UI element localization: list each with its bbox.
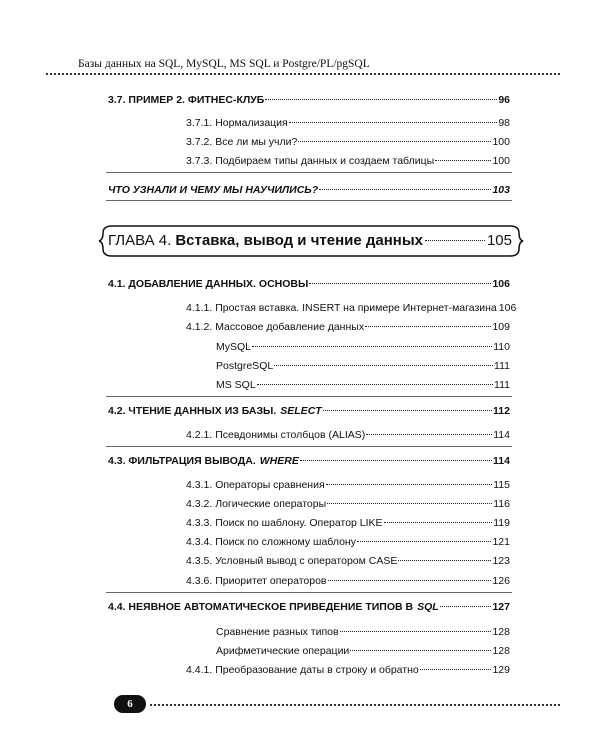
- section-separator: [106, 396, 512, 397]
- toc-entry-4-4[interactable]: [108, 601, 510, 613]
- toc-entry-page: 128: [492, 626, 510, 638]
- leader-dots: [366, 434, 492, 435]
- toc-entry-page: 128: [492, 645, 510, 657]
- toc-entry-title-emphasis: SELECT: [280, 405, 322, 417]
- toc-entry-title: 4.2. ЧТЕНИЕ ДАННЫХ ИЗ БАЗЫ.: [108, 405, 277, 417]
- toc-entry-title: 4.2.1. Псевдонимы столбцов (ALIAS): [186, 429, 366, 441]
- toc-entry-4-3-4[interactable]: [186, 536, 510, 548]
- toc-entry-4-3-2[interactable]: [186, 498, 510, 510]
- leader-dots: [289, 122, 498, 123]
- toc-entry-page: 127: [492, 601, 510, 613]
- toc-entry-mssql[interactable]: [216, 379, 510, 391]
- toc-entry-page: 121: [492, 536, 510, 548]
- leader-dots: [398, 560, 491, 561]
- toc-entry-page: 98: [498, 117, 510, 129]
- toc-entry-page: 96: [498, 94, 510, 106]
- toc-entry-title: 3.7.3. Подбираем типы данных и создаем таблицы: [186, 155, 435, 167]
- chapter-title: Вставка, вывод и чтение данных: [175, 232, 424, 249]
- toc-entry-4-2[interactable]: [108, 405, 510, 417]
- toc-entry-4-3-5[interactable]: [186, 555, 510, 567]
- leader-dots: [265, 99, 497, 100]
- toc-entry-title: 4.3.4. Поиск по сложному шаблону: [186, 536, 356, 548]
- toc-entry-title: 3.7.1. Нормализация: [186, 117, 288, 129]
- chapter-prefix: ГЛАВА 4.: [108, 232, 172, 249]
- leader-dots: [309, 283, 491, 284]
- toc-entry-title: 3.7. ПРИМЕР 2. ФИТНЕС-КЛУБ: [108, 94, 265, 106]
- toc-entry-title: 4.3.5. Условный вывод с оператором CASE: [186, 555, 398, 567]
- toc-entry-4-3-1[interactable]: [186, 479, 510, 491]
- toc-entry-title-emphasis: WHERE: [259, 455, 299, 467]
- leader-dots: [298, 141, 491, 142]
- toc-entry-page: 126: [492, 575, 510, 587]
- toc-entry-mysql[interactable]: [216, 341, 510, 353]
- toc-entry-page: 109: [492, 321, 510, 333]
- toc-entry-page: 129: [492, 664, 510, 676]
- toc-entry-4-4-1[interactable]: [186, 664, 510, 676]
- toc-entry-page: 111: [494, 379, 510, 391]
- toc-entry-title-emphasis: SQL: [417, 601, 439, 613]
- leader-dots: [327, 503, 492, 504]
- leader-dots: [326, 484, 493, 485]
- toc-entry-page: 100: [492, 136, 510, 148]
- leader-dots: [300, 460, 492, 461]
- toc-entry-4-1[interactable]: [108, 278, 510, 290]
- leader-dots: [252, 346, 492, 347]
- toc-entry-title: 4.4. НЕЯВНОЕ АВТОМАТИЧЕСКОЕ ПРИВЕДЕНИЕ ТИПОВ В: [108, 601, 414, 613]
- toc-entry-page: 111: [494, 360, 510, 372]
- leader-dots: [257, 384, 493, 385]
- toc-entry-title: 4.3.6. Приоритет операторов: [186, 575, 327, 587]
- toc-entry-4-2-1[interactable]: [186, 429, 510, 441]
- toc-entry-page: 100: [492, 155, 510, 167]
- toc-entry-page: 116: [493, 498, 510, 510]
- toc-entry-chapter-4[interactable]: [108, 232, 512, 249]
- toc-entry-page: 106: [498, 302, 517, 314]
- toc-entry-page: 106: [492, 278, 510, 290]
- toc-entry-title: 4.3.1. Операторы сравнения: [186, 479, 325, 491]
- toc-entry-page: 103: [492, 184, 510, 196]
- toc-entry-title: 4.1.2. Массовое добавление данных: [186, 321, 365, 333]
- footer-dotted-rule: [150, 704, 560, 706]
- toc-entry-type-comparison[interactable]: [216, 626, 510, 638]
- toc-entry-3-7-2[interactable]: [186, 136, 510, 148]
- toc-entry-title: 4.1. ДОБАВЛЕНИЕ ДАННЫХ. ОСНОВЫ: [108, 278, 309, 290]
- toc-entry-title: 4.1.1. Простая вставка. INSERT на примере Интернет-магазина: [186, 302, 497, 314]
- toc-entry-3-7[interactable]: [108, 94, 510, 106]
- toc-entry-4-1-1[interactable]: [186, 302, 517, 314]
- toc-entry-page: 114: [493, 429, 510, 441]
- leader-dots: [328, 580, 492, 581]
- leader-dots: [435, 160, 491, 161]
- toc-entry-4-1-2[interactable]: [186, 321, 510, 333]
- section-separator: [106, 592, 512, 593]
- section-separator: [106, 200, 512, 201]
- section-separator: [106, 172, 512, 173]
- leader-dots: [440, 606, 492, 607]
- toc-entry-title: 3.7.2. Все ли мы учли?: [186, 136, 298, 148]
- toc-entry-title: 4.3. ФИЛЬТРАЦИЯ ВЫВОДА.: [108, 455, 256, 467]
- running-header: Базы данных на SQL, MySQL, MS SQL и Postgre/PL/pgSQL: [78, 58, 370, 70]
- leader-dots: [365, 326, 491, 327]
- toc-entry-title: ЧТО УЗНАЛИ И ЧЕМУ МЫ НАУЧИЛИСЬ?: [108, 184, 319, 196]
- toc-entry-4-3[interactable]: [108, 455, 510, 467]
- toc-entry-title: 4.3.2. Логические операторы: [186, 498, 327, 510]
- toc-entry-title: 4.4.1. Преобразование даты в строку и обратно: [186, 664, 419, 676]
- leader-dots: [340, 631, 492, 632]
- chapter-page: 105: [486, 232, 512, 249]
- leader-dots: [425, 240, 485, 241]
- toc-entry-page: 112: [493, 405, 510, 417]
- leader-dots: [274, 365, 493, 366]
- toc-entry-title: PostgreSQL: [216, 360, 274, 372]
- toc-entry-title: MySQL: [216, 341, 252, 353]
- leader-dots: [420, 669, 492, 670]
- toc-entry-3-7-3[interactable]: [186, 155, 510, 167]
- section-separator: [106, 446, 512, 447]
- toc-entry-4-3-3[interactable]: [186, 517, 510, 529]
- toc-entry-page: 110: [493, 341, 510, 353]
- toc-entry-arithmetic[interactable]: [216, 645, 510, 657]
- leader-dots: [357, 541, 492, 542]
- leader-dots: [323, 410, 492, 411]
- toc-entry-page: 114: [493, 455, 510, 467]
- page-number: 6: [127, 698, 133, 710]
- toc-entry-title: Арифметические операции: [216, 645, 350, 657]
- leader-dots: [384, 522, 493, 523]
- toc-entry-title: 4.3.3. Поиск по шаблону. Оператор LIKE: [186, 517, 383, 529]
- toc-entry-summary[interactable]: [108, 184, 510, 196]
- toc-entry-page: 123: [492, 555, 510, 567]
- toc-entry-postgresql[interactable]: [216, 360, 510, 372]
- page-number-badge: [114, 695, 146, 713]
- header-dotted-rule: [46, 73, 560, 75]
- toc-entry-title: MS SQL: [216, 379, 256, 391]
- toc-entry-title: Сравнение разных типов: [216, 626, 339, 638]
- toc-entry-3-7-1[interactable]: [186, 117, 510, 129]
- toc-entry-page: 119: [493, 517, 510, 529]
- toc-entry-4-3-6[interactable]: [186, 575, 510, 587]
- leader-dots: [350, 650, 491, 651]
- toc-entry-page: 115: [493, 479, 510, 491]
- leader-dots: [319, 189, 491, 190]
